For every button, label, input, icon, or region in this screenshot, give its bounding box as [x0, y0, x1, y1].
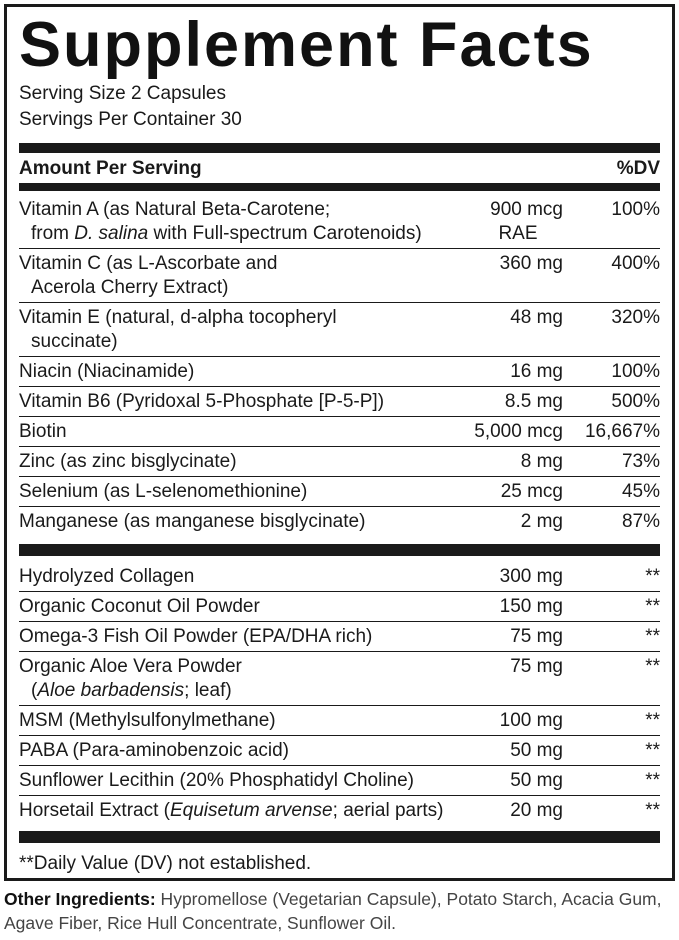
- nutrient-row: [19, 447, 660, 477]
- nutrient-dv: 500%: [611, 391, 660, 412]
- other-ingredients-label: Other Ingredients:: [4, 889, 156, 909]
- ingredient-dv: **: [645, 710, 660, 731]
- ingredient-amount: 50 mg: [510, 770, 563, 791]
- nutrient-amount: 8 mg: [520, 451, 563, 472]
- nutrient-dv: 100%: [611, 361, 660, 382]
- ingredient-row: [19, 706, 660, 736]
- ingredient-dv: **: [645, 626, 660, 647]
- servings-per-container: Servings Per Container 30: [19, 109, 242, 130]
- ingredient-name: PABA (Para-aminobenzoic acid): [19, 740, 289, 761]
- nutrient-dv: 87%: [621, 511, 660, 532]
- serving-size: Serving Size 2 Capsules: [19, 83, 226, 104]
- ingredient-name: Organic Aloe Vera Powder: [19, 656, 242, 677]
- dv-footnote: **Daily Value (DV) not established.: [19, 853, 312, 874]
- ingredient-row: [19, 592, 660, 622]
- ingredient-name: Omega-3 Fish Oil Powder (EPA/DHA rich): [19, 626, 373, 647]
- nutrient-name: Vitamin E (natural, d-alpha tocopheryl: [19, 307, 337, 328]
- ingredient-amount: 300 mg: [499, 566, 563, 587]
- ingredient-row: [19, 652, 660, 706]
- nutrient-dv: 73%: [621, 451, 660, 472]
- nutrient-dv: 16,667%: [584, 421, 660, 442]
- divider-thick: [19, 544, 660, 556]
- nutrient-source: from D. salina with Full-spectrum Carotenoids): [31, 223, 422, 244]
- nutrient-dv: 100%: [611, 199, 660, 220]
- ingredient-name: MSM (Methylsulfonylmethane): [19, 710, 276, 731]
- amount-per-serving-header: Amount Per Serving: [19, 158, 202, 179]
- ingredient-row: [19, 736, 660, 766]
- ingredient-name: Hydrolyzed Collagen: [19, 566, 195, 587]
- divider-thick: [19, 831, 660, 843]
- nutrient-row: [19, 417, 660, 447]
- nutrient-amount: 16 mg: [510, 361, 563, 382]
- ingredient-amount: 100 mg: [499, 710, 563, 731]
- divider-medium: [19, 183, 660, 191]
- dv-header: %DV: [616, 158, 660, 179]
- nutrient-dv: 400%: [611, 253, 660, 274]
- nutrient-name: Vitamin A (as Natural Beta-Carotene;: [19, 199, 331, 220]
- nutrient-name: Manganese (as manganese bisglycinate): [19, 511, 366, 532]
- nutrient-amount: 8.5 mg: [504, 391, 563, 412]
- ingredient-dv: **: [645, 800, 660, 821]
- supplement-facts-panel: [4, 4, 675, 881]
- column-header: [19, 153, 660, 183]
- ingredient-source: (Aloe barbadensis; leaf): [31, 680, 232, 701]
- nutrient-row: [19, 191, 660, 249]
- nutrient-row: [19, 507, 660, 536]
- nutrient-amount: 360 mg: [499, 253, 563, 274]
- other-ingredients-text: Hypromellose (Vegetarian Capsule), Potato Starch, Acacia Gum, Agave Fiber, Rice Hull Concentrate, Sunflower Oil.: [4, 889, 662, 933]
- nutrient-amount: 48 mg: [510, 307, 563, 328]
- nutrient-name: Biotin: [19, 421, 67, 442]
- nutrient-amount: 5,000 mcg: [474, 421, 563, 442]
- other-nutrients-section: [19, 556, 660, 825]
- ingredient-amount: 20 mg: [510, 800, 563, 821]
- nutrient-row: [19, 387, 660, 417]
- nutrient-name: Vitamin C (as L-Ascorbate and: [19, 253, 278, 274]
- ingredient-row: [19, 796, 660, 825]
- nutrient-name: Vitamin B6 (Pyridoxal 5-Phosphate [P-5-P]): [19, 391, 385, 412]
- ingredient-dv: **: [645, 740, 660, 761]
- ingredient-name: Horsetail Extract (Equisetum arvense; aerial parts): [19, 800, 444, 821]
- vitamins-section: [19, 191, 660, 536]
- panel-title: Supplement Facts: [19, 10, 594, 80]
- nutrient-row: [19, 477, 660, 507]
- nutrient-name: Niacin (Niacinamide): [19, 361, 195, 382]
- nutrient-dv: 320%: [611, 307, 660, 328]
- nutrient-row: [19, 303, 660, 357]
- ingredient-name: Organic Coconut Oil Powder: [19, 596, 260, 617]
- nutrient-row: [19, 249, 660, 303]
- divider-thick: [19, 143, 660, 153]
- ingredient-row: [19, 562, 660, 592]
- ingredient-dv: **: [645, 770, 660, 791]
- other-ingredients: [4, 887, 679, 935]
- nutrient-amount: 2 mg: [520, 511, 563, 532]
- nutrient-row: [19, 357, 660, 387]
- nutrient-source: Acerola Cherry Extract): [31, 277, 229, 298]
- ingredient-dv: **: [645, 656, 660, 677]
- ingredient-amount: 75 mg: [510, 656, 563, 677]
- nutrient-amount: 900 mcg: [490, 199, 563, 220]
- nutrient-amount-unit: RAE: [498, 223, 538, 244]
- ingredient-dv: **: [645, 596, 660, 617]
- nutrient-dv: 45%: [621, 481, 660, 502]
- ingredient-row: [19, 766, 660, 796]
- ingredient-row: [19, 622, 660, 652]
- nutrient-name: Zinc (as zinc bisglycinate): [19, 451, 237, 472]
- ingredient-amount: 150 mg: [499, 596, 563, 617]
- ingredient-amount: 75 mg: [510, 626, 563, 647]
- ingredient-dv: **: [645, 566, 660, 587]
- ingredient-amount: 50 mg: [510, 740, 563, 761]
- nutrient-source: succinate): [31, 331, 118, 352]
- ingredient-name: Sunflower Lecithin (20% Phosphatidyl Choline): [19, 770, 415, 791]
- nutrient-amount: 25 mcg: [500, 481, 563, 502]
- nutrient-name: Selenium (as L-selenomethionine): [19, 481, 308, 502]
